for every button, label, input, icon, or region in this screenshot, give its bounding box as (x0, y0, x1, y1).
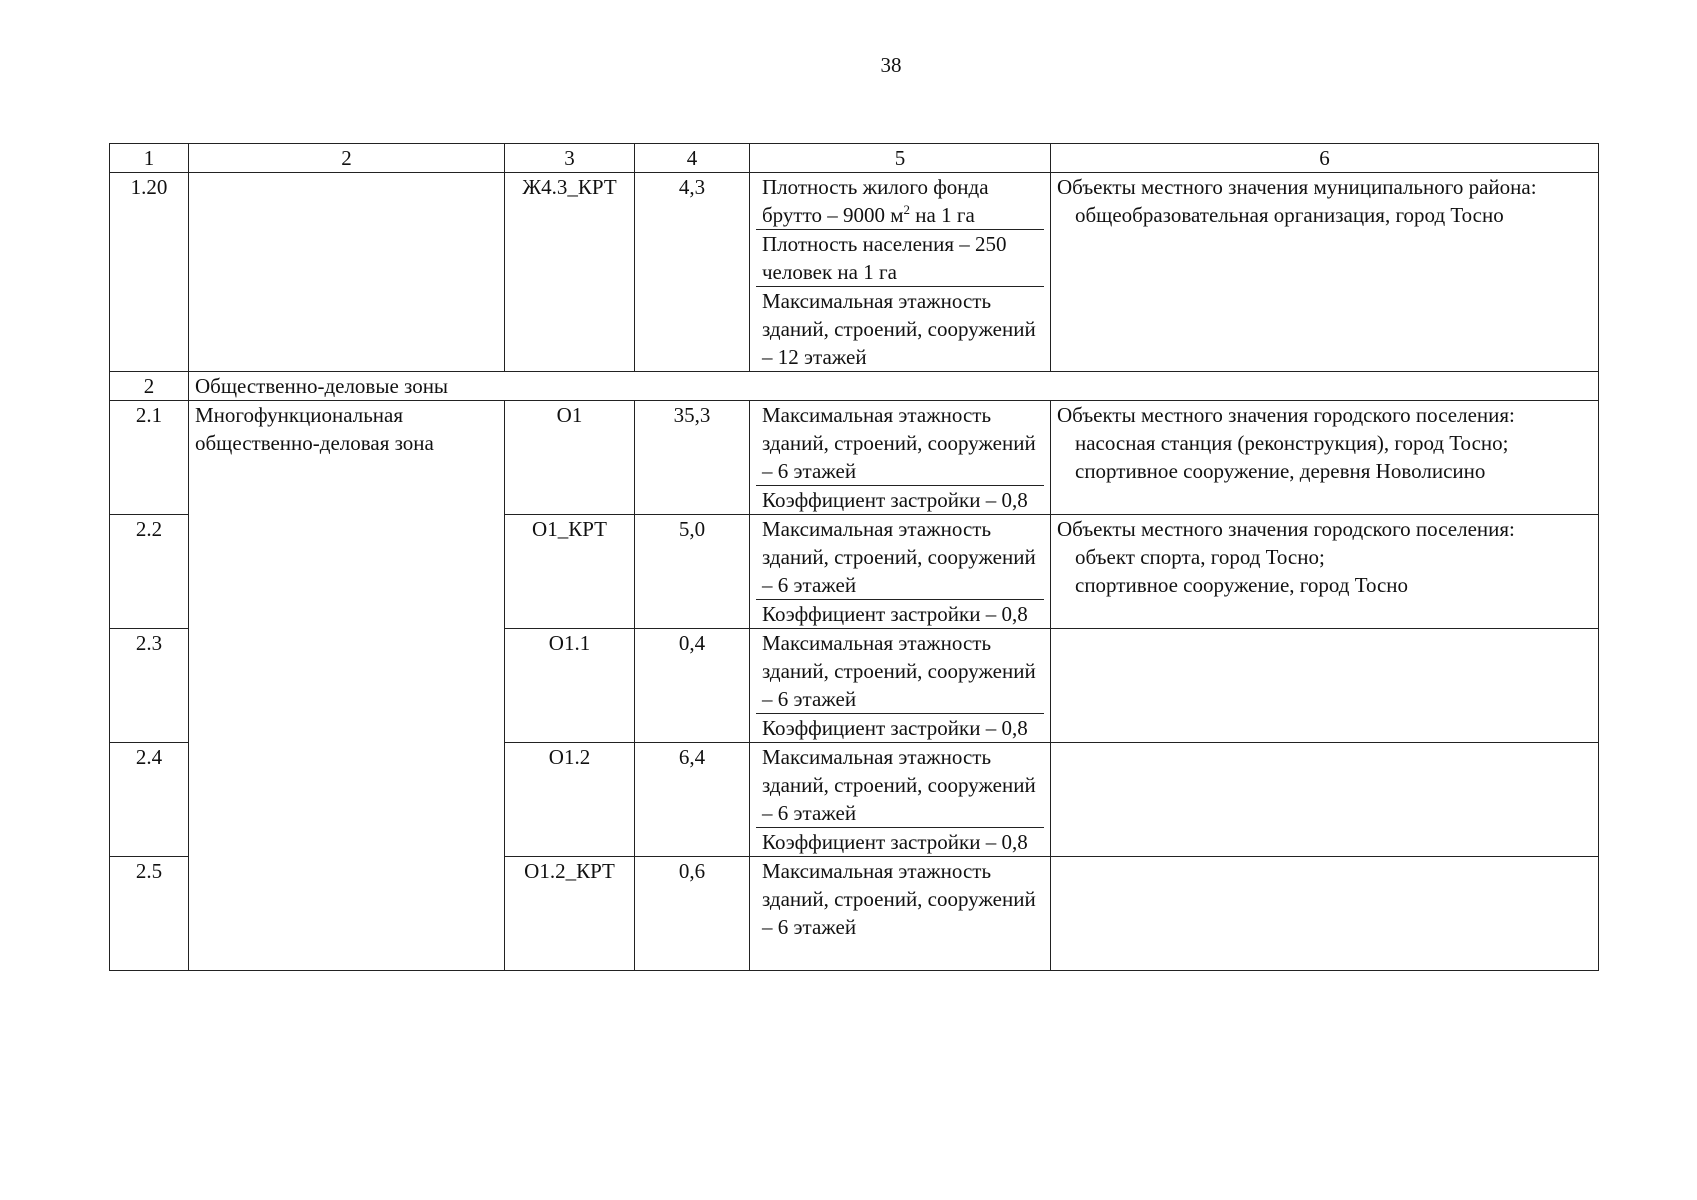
local-objects (1051, 743, 1599, 857)
zone-parameters (750, 401, 1051, 515)
zone-area: 0,6 (635, 857, 750, 971)
parameter: Плотность населения – 250 человек на 1 га (756, 229, 1044, 286)
header-cell: 6 (1051, 144, 1599, 173)
header-cell: 2 (189, 144, 505, 173)
object-item: общеобразовательная организация, город Тосно (1075, 203, 1504, 227)
zone-parameters (750, 515, 1051, 629)
zone-area: 5,0 (635, 515, 750, 629)
row-number: 2.5 (110, 857, 189, 971)
row-number: 2.2 (110, 515, 189, 629)
zones-table (109, 143, 1599, 971)
parameter-text: Плотность жилого фонда брутто – 9000 м (762, 175, 989, 227)
zone-name (189, 173, 505, 372)
row-number: 2.1 (110, 401, 189, 515)
section-row (110, 372, 1599, 401)
parameter (756, 173, 1044, 229)
zone-area: 0,4 (635, 629, 750, 743)
parameter: Максимальная этажность зданий, строений, сооружений – 6 этажей (762, 745, 1036, 825)
object-item: насосная станция (реконструкция), город Тосно; (1075, 431, 1509, 455)
parameter-superscript: 2 (903, 202, 911, 217)
row-number: 2.4 (110, 743, 189, 857)
parameter: Коэффициент застройки – 0,8 (756, 827, 1044, 856)
parameter: Максимальная этажность зданий, строений, сооружений – 6 этажей (762, 403, 1036, 483)
local-objects (1051, 629, 1599, 743)
table-header-row (110, 144, 1599, 173)
parameter: Коэффициент застройки – 0,8 (756, 485, 1044, 514)
local-objects (1051, 173, 1599, 372)
zone-code: О1 (505, 401, 635, 515)
objects-heading: Объекты местного значения городского поселения: (1057, 403, 1515, 427)
parameter: Коэффициент застройки – 0,8 (756, 713, 1044, 742)
table-row (110, 173, 1599, 372)
zone-code: О1_КРТ (505, 515, 635, 629)
zone-parameters (750, 743, 1051, 857)
section-number: 2 (110, 372, 189, 401)
table-row (110, 401, 1599, 515)
local-objects (1051, 857, 1599, 971)
object-item: спортивное сооружение, деревня Новолисино (1075, 459, 1486, 483)
parameter-text: на 1 га (910, 203, 975, 227)
section-title: Общественно-деловые зоны (189, 372, 1599, 401)
zone-name: Многофункциональная общественно-деловая зона (189, 401, 505, 971)
zone-parameters (750, 857, 1051, 971)
object-item: объект спорта, город Тосно; (1075, 545, 1325, 569)
zone-code: Ж4.3_КРТ (505, 173, 635, 372)
zone-area: 35,3 (635, 401, 750, 515)
parameter: Максимальная этажность зданий, строений, сооружений – 6 этажей (762, 631, 1036, 711)
header-cell: 5 (750, 144, 1051, 173)
row-number: 2.3 (110, 629, 189, 743)
parameter: Максимальная этажность зданий, строений, сооружений – 6 этажей (762, 517, 1036, 597)
objects-heading: Объекты местного значения муниципального района: (1057, 175, 1537, 199)
parameter: Максимальная этажность зданий, строений, сооружений – 6 этажей (762, 859, 1036, 939)
local-objects (1051, 401, 1599, 515)
zone-parameters (750, 173, 1051, 372)
parameter: Коэффициент застройки – 0,8 (756, 599, 1044, 628)
local-objects (1051, 515, 1599, 629)
zone-code: О1.2_КРТ (505, 857, 635, 971)
object-item: спортивное сооружение, город Тосно (1075, 573, 1409, 597)
row-number: 1.20 (110, 173, 189, 372)
zone-parameters (750, 629, 1051, 743)
zone-code: О1.1 (505, 629, 635, 743)
zone-area: 4,3 (635, 173, 750, 372)
header-cell: 4 (635, 144, 750, 173)
objects-heading: Объекты местного значения городского поселения: (1057, 517, 1515, 541)
header-cell: 3 (505, 144, 635, 173)
zone-code: О1.2 (505, 743, 635, 857)
header-cell: 1 (110, 144, 189, 173)
zone-area: 6,4 (635, 743, 750, 857)
parameter: Максимальная этажность зданий, строений, сооружений – 12 этажей (756, 286, 1044, 371)
page-number: 38 (880, 53, 902, 77)
